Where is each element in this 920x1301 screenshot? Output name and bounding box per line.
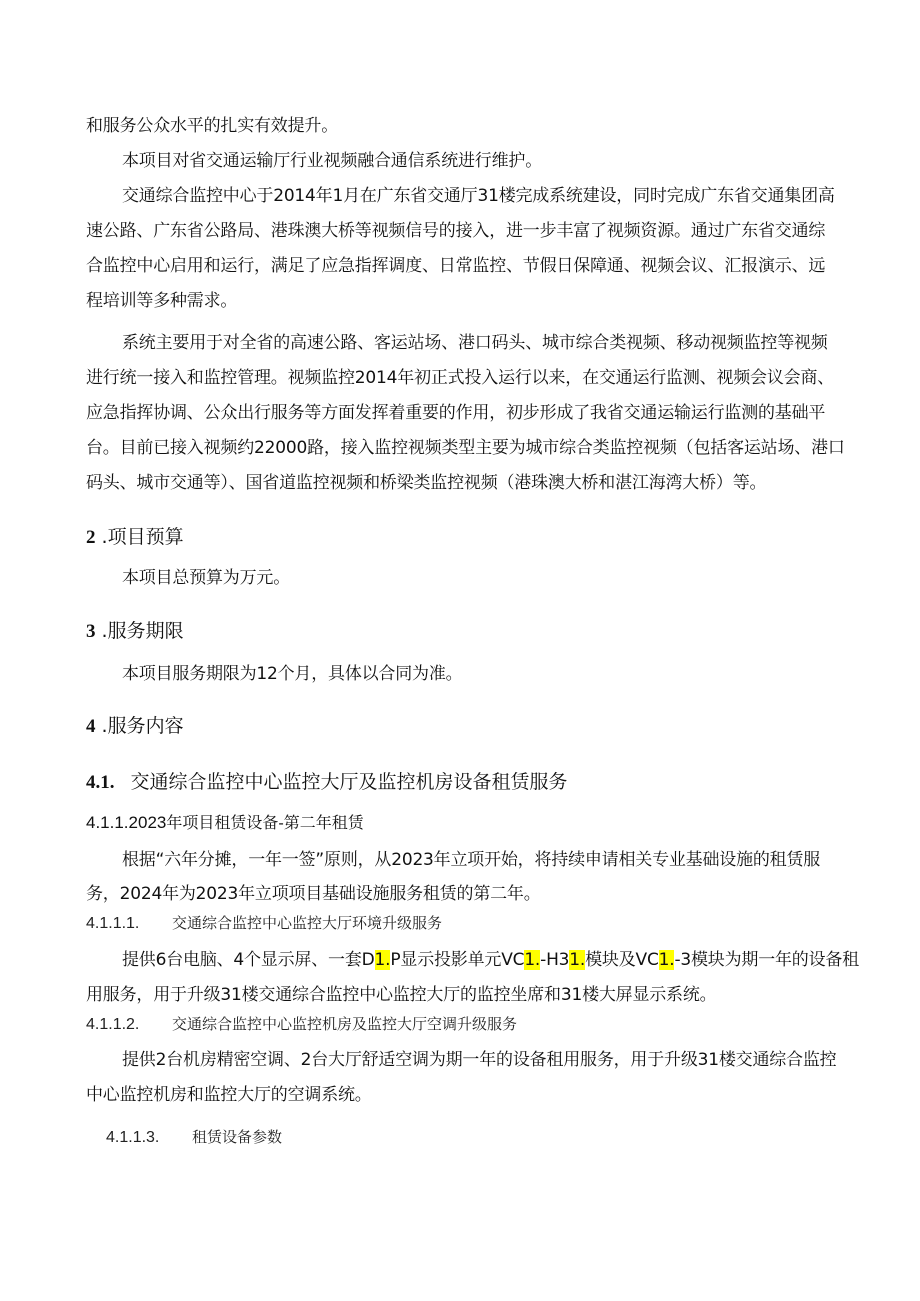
paragraph-line: 本项目总预算为万元。: [122, 568, 290, 588]
section-number: 4: [86, 716, 96, 737]
paragraph-line: 进行统一接入和监控管理。视频监控2014年初正式投入运行以来，在交通运行监测、视频会议会商、: [86, 368, 835, 388]
paragraph-line: 和服务公众水平的扎实有效提升。: [86, 116, 338, 136]
text-run: 模块及VC: [585, 950, 659, 970]
section-title: .项目预算: [101, 526, 184, 548]
text-run: 提供6台电脑、4个显示屏、一套D: [122, 950, 375, 970]
subsection-heading-4-1-1-2: [86, 1013, 517, 1036]
paragraph-line: 务，2024年为2023年立项项目基础设施服务租赁的第二年。: [86, 884, 541, 904]
section-number: 2: [86, 527, 96, 548]
paragraph-line: 系统主要用于对全省的高速公路、客运站场、港口码头、城市综合类视频、移动视频监控等视频: [122, 333, 828, 353]
highlight-mark: 1.: [374, 950, 391, 970]
paragraph-line: 台。目前已接入视频约22000路，接入监控视频类型主要为城市综合类监控视频（包括客运站场、港口: [86, 438, 845, 458]
section-number: 4.1.1.1.: [86, 915, 140, 932]
text-run: P显示投影单元VC: [390, 950, 525, 970]
paragraph-line: 码头、城市交通等）、国省道监控视频和桥梁类监控视频（港珠澳大桥和湛江海湾大桥）等。: [86, 473, 767, 493]
section-title: 交通综合监控中心监控大厅环境升级服务: [172, 914, 443, 932]
subsection-heading-4-1: [86, 769, 568, 796]
section-heading-period: [86, 618, 184, 645]
section-heading-budget: [86, 524, 184, 551]
highlight-mark: 1.: [658, 950, 675, 970]
paragraph-line: 本项目服务期限为12个月，具体以合同为准。: [122, 664, 463, 684]
text-run: -H3: [540, 950, 570, 970]
subsection-heading-4-1-1-1: [86, 912, 442, 935]
paragraph-line-highlighted: [122, 948, 859, 972]
highlight-mark: 1.: [524, 950, 541, 970]
paragraph-line: 交通综合监控中心于2014年1月在广东省交通厅31楼完成系统建设，同时完成广东省交通集团高: [122, 186, 835, 206]
section-number: 4.1.1.2023: [86, 813, 167, 832]
paragraph-line: 提供2台机房精密空调、2台大厅舒适空调为期一年的设备租用服务，用于升级31楼交通综合监控: [122, 1050, 837, 1070]
section-title: 租赁设备参数: [192, 1128, 283, 1146]
paragraph-line: 合监控中心启用和运行，满足了应急指挥调度、日常监控、节假日保障通、视频会议、汇报演示、远: [86, 256, 826, 276]
section-title: 交通综合监控中心监控机房及监控大厅空调升级服务: [172, 1015, 518, 1033]
section-heading-content: [86, 713, 184, 740]
paragraph-line: 用服务，用于升级31楼交通综合监控中心监控大厅的监控坐席和31楼大屏显示系统。: [86, 985, 717, 1005]
section-number: 3: [86, 621, 96, 642]
paragraph-line: 速公路、广东省公路局、港珠澳大桥等视频信号的接入，进一步丰富了视频资源。通过广东省交通综: [86, 221, 826, 241]
text-run: -3模块为期一年的设备租: [674, 950, 859, 970]
section-number: 4.1.1.2.: [86, 1016, 140, 1033]
paragraph-line: 应急指挥协调、公众出行服务等方面发挥着重要的作用，初步形成了我省交通运输运行监测的基础平: [86, 403, 826, 423]
highlight-mark: 1.: [569, 950, 586, 970]
section-number: 4.1.1.3.: [106, 1129, 160, 1146]
section-title: 年项目租赁设备-第二年租赁: [166, 813, 364, 832]
section-title: 交通综合监控中心监控大厅及监控机房设备租赁服务: [130, 771, 568, 793]
subsection-heading-4-1-1: [86, 812, 364, 834]
section-number: 4.1.: [86, 772, 115, 793]
paragraph-line: 中心监控机房和监控大厅的空调系统。: [86, 1085, 372, 1105]
section-title: .服务期限: [101, 620, 184, 642]
paragraph-line: 根据“六年分摊，一年一签”原则，从2023年立项开始，将持续申请相关专业基础设施的租赁服: [122, 850, 821, 870]
subsection-heading-4-1-1-3: [106, 1126, 282, 1149]
paragraph-line: 程培训等多种需求。: [86, 291, 238, 311]
section-title: .服务内容: [101, 715, 184, 737]
paragraph-line: 本项目对省交通运输厅行业视频融合通信系统进行维护。: [122, 151, 542, 171]
